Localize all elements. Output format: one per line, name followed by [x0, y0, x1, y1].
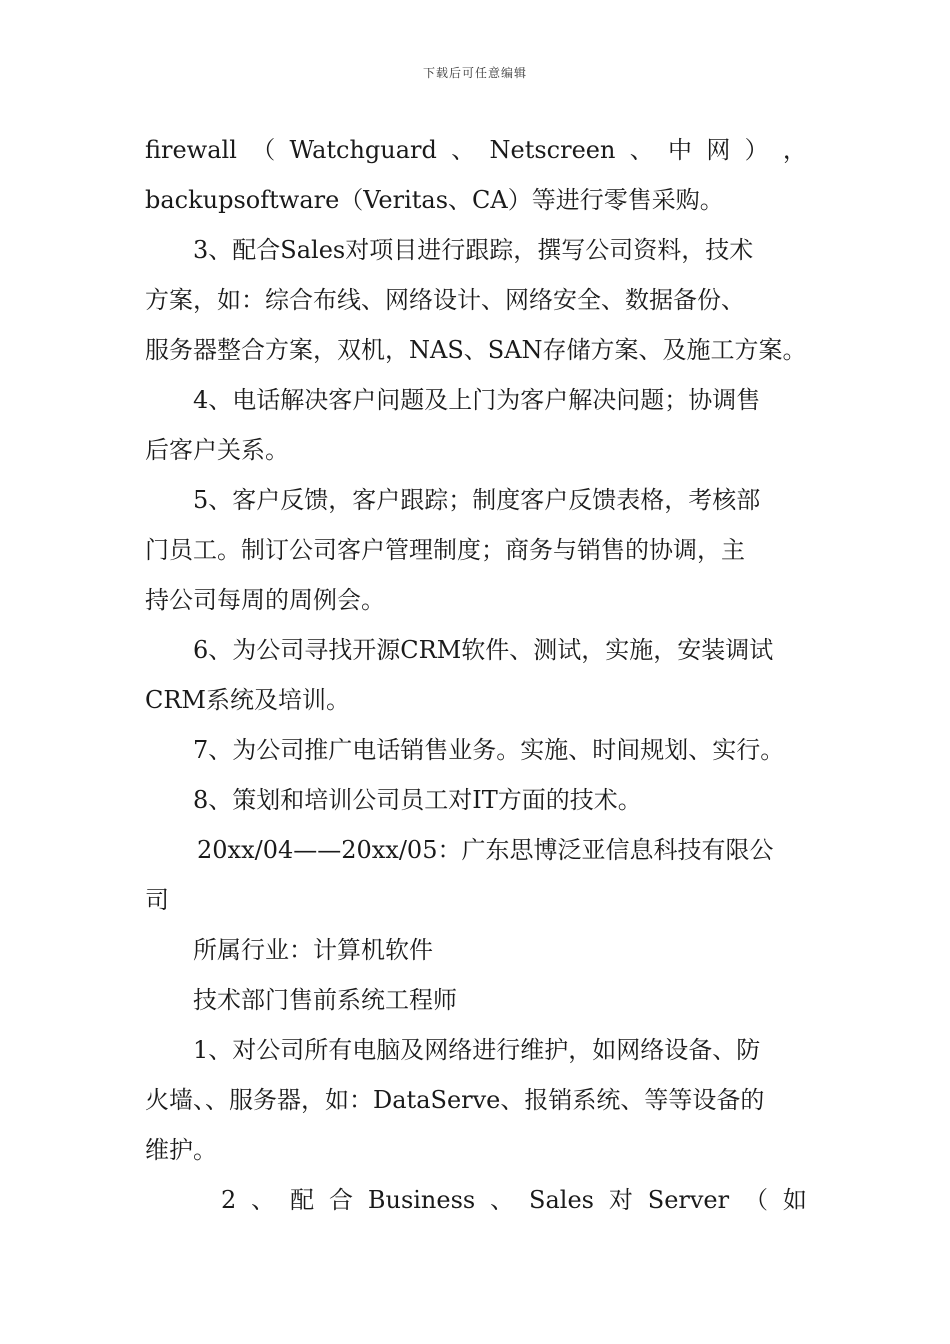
text-line-17: 所属行业：计算机软件: [193, 936, 433, 964]
text-line-22: [145, 1175, 807, 1225]
word: 、: [251, 1186, 276, 1214]
word: Watchguard: [289, 136, 437, 164]
word: 合: [328, 1186, 353, 1214]
word: 如: [782, 1186, 807, 1214]
word: （: [744, 1186, 768, 1214]
text-line-12: CRM系统及培训。: [145, 686, 351, 714]
text-line-4: 方案，如：综合布线、网络设计、网络安全、数据备份、: [145, 286, 745, 314]
text-line-6: 4、电话解决客户问题及上门为客户解决问题；协调售: [193, 386, 761, 414]
text-line-7: 后客户关系。: [145, 436, 289, 464]
text-line-16: 司: [145, 886, 169, 914]
word: 、: [451, 136, 476, 164]
text-line-20: 火墙、、服务器，如：DataServe、报销系统、等等设备的: [145, 1086, 765, 1114]
word: ）: [744, 136, 769, 164]
text-line-9: 门员工。制订公司客户管理制度；商务与销售的协调，主: [145, 536, 745, 564]
text-line-2: backupsoftware（Veritas、CA）等进行零售采购。: [145, 186, 724, 214]
word: 、: [629, 136, 654, 164]
text-line-18: 技术部门售前系统工程师: [193, 986, 457, 1014]
text-line-1: [145, 125, 807, 175]
text-line-11: 6、为公司寻找开源CRM软件、测试，实施，安装调试: [193, 636, 774, 664]
text-line-10: 持公司每周的周例会。: [145, 586, 385, 614]
text-line-14: 8、策划和培训公司员工对IT方面的技术。: [193, 786, 642, 814]
text-line-15: 20xx/04——20xx/05：广东思博泛亚信息科技有限公: [197, 836, 774, 864]
word: Server: [647, 1186, 730, 1214]
text-line-21: 维护。: [145, 1136, 217, 1164]
word: 2: [221, 1186, 237, 1214]
word: Business: [367, 1186, 476, 1214]
text-line-5: 服务器整合方案，双机，NAS、SAN存储方案、及施工方案。: [145, 336, 807, 364]
word: 网: [706, 136, 731, 164]
page-header: 下载后可任意编辑: [422, 66, 527, 80]
word: 对: [608, 1186, 633, 1214]
text-line-8: 5、客户反馈，客户跟踪；制度客户反馈表格，考核部: [193, 486, 761, 514]
word: ，: [782, 136, 807, 164]
text-line-19: 1、对公司所有电脑及网络进行维护，如网络设备、防: [193, 1036, 761, 1064]
document-body: [145, 125, 807, 1225]
word: 、: [490, 1186, 515, 1214]
word: （: [251, 136, 276, 164]
text-line-3: 3、配合Sales对项目进行跟踪，撰写公司资料，技术: [193, 236, 754, 264]
text-line-13: 7、为公司推广电话销售业务。实施、时间规划、实行。: [193, 736, 785, 764]
word: firewall: [145, 136, 237, 164]
word: 配: [290, 1186, 315, 1214]
word: Netscreen: [489, 136, 616, 164]
word: Sales: [529, 1186, 594, 1214]
word: 中: [668, 136, 693, 164]
